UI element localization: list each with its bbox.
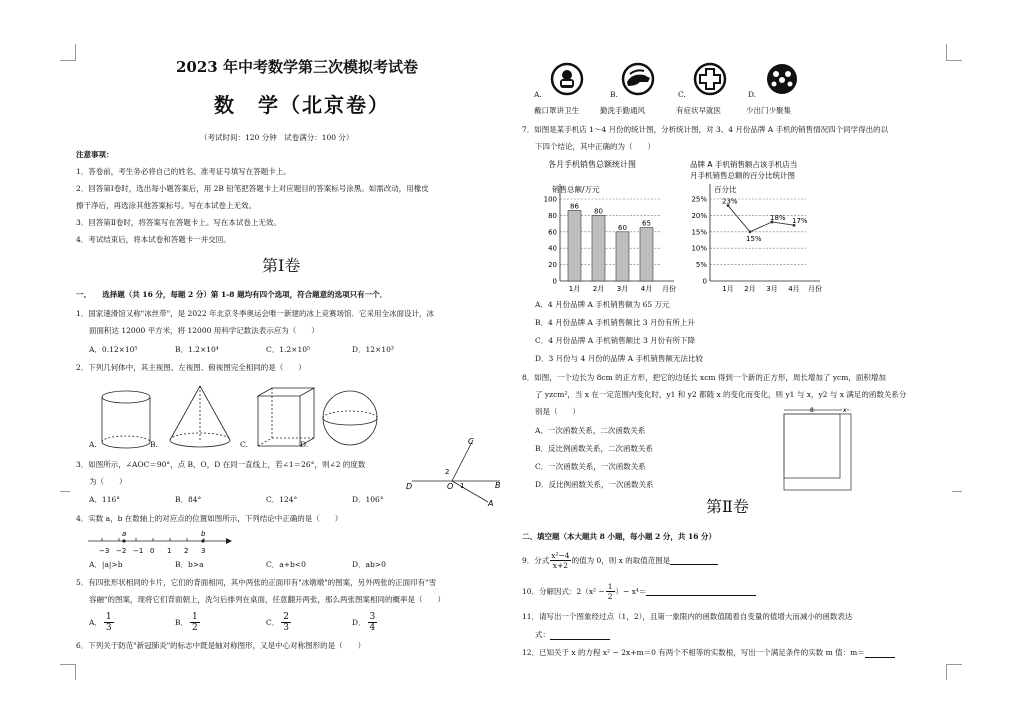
- point-value-label: 15%: [746, 234, 762, 243]
- q3-label-a: A: [488, 499, 494, 508]
- line-chart-ytick: 20%: [691, 211, 707, 220]
- q10-fraction: $\frac{1}{2}$: [607, 582, 613, 601]
- crop-mark-tl: [75, 44, 77, 60]
- sales-bar-chart: [530, 158, 685, 298]
- q9-fraction: x²−4 x+2: [551, 551, 570, 570]
- bar-chart-ytick: 40: [548, 244, 557, 253]
- line-chart-ytick: 15%: [691, 228, 707, 237]
- bar-chart-ytick: 0: [552, 277, 557, 286]
- q1-stem: 1．国家速滑馆又称"冰丝带"，是 2022 年北京冬季奥运会唯一新建的冰上竞赛场馆．它采用全冰面设计，冰: [76, 309, 435, 318]
- q5-option-c: [266, 612, 291, 633]
- q8-stem: 了 yzcm²，当 x 在一定范围内变化时，y1 和 y2 都随 x 的变化而变化，则 y1 与 x，y2 与 x 满足的函数关系分: [535, 390, 907, 399]
- q4-option-d: D．ab>0: [352, 560, 386, 569]
- bar-chart-title: 各月手机销售总额统计图: [548, 160, 636, 169]
- point-value-label: 17%: [792, 217, 808, 226]
- crop-mark-tl-h: [60, 60, 76, 62]
- q1-option-d: D．12×10³: [352, 345, 394, 354]
- q3-label-d: D: [406, 482, 413, 491]
- q10-answer-blank[interactable]: [646, 587, 756, 596]
- section-one-heading: 一、 选择题（共 16 分，每题 2 分）第 1-8 题均有四个选项，符合题意的选项只有一个．: [76, 290, 388, 299]
- crop-mark-left-mid: [60, 491, 70, 493]
- crop-mark-bl: [75, 664, 77, 680]
- q1-option-c: C．1.2×10⁵: [266, 345, 311, 354]
- q8-stem: 8．如图，一个边长为 8cm 的正方形，把它的边延长 xcm 得到一个新的正方形，周长增加了 ycm，面积增加: [522, 373, 886, 382]
- bar-chart-xtick: 3月: [616, 285, 629, 293]
- bar-value-label: 86: [570, 202, 579, 211]
- line-chart-xtick: 4月: [788, 285, 800, 293]
- q3-stem: 为（ ）: [89, 477, 127, 486]
- q9-text-post: 的值为 0，则 x 的取值范围是: [571, 556, 671, 565]
- q3-label-1: 1: [460, 482, 465, 490]
- bar: [568, 210, 581, 281]
- bar-value-label: 60: [618, 223, 627, 232]
- notes-item: 4．考试结束后，将本试卷和答题卡一并交回。: [76, 235, 231, 244]
- mask-person-icon: [552, 64, 582, 94]
- crop-mark-tr-h: [946, 60, 962, 62]
- q8-label-8: 8: [810, 407, 814, 414]
- crop-mark-br-h: [946, 664, 962, 666]
- q10-text-post: ）− x⁴＝: [615, 587, 647, 596]
- q8-option-c: C．一次函数关系，一次函数关系: [535, 462, 646, 471]
- q4-point-a: a: [122, 530, 127, 538]
- q2-option-a: A.: [89, 440, 97, 449]
- q1-option-a: A．0.12×10⁵: [89, 345, 138, 354]
- number-line-tick-label: −3: [99, 547, 110, 555]
- q9: [522, 551, 718, 570]
- q4-option-b: B．b>a: [175, 560, 204, 569]
- number-line-tick-label: 0: [150, 547, 155, 555]
- line-chart-xlabel: 月份: [808, 285, 822, 293]
- exam-meta: （考试时间：120 分钟 试卷满分：100 分）: [200, 133, 354, 142]
- bar-chart-xlabel: 月份: [662, 285, 676, 293]
- q3-label-2: 2: [445, 468, 450, 476]
- q2-option-b: B.: [150, 440, 158, 449]
- q7-option-b: B．4 月份品牌 A 手机销售额比 3 月份有所上升: [535, 318, 695, 327]
- q10: [522, 582, 756, 601]
- q1-option-b: B．1.2×10⁴: [175, 345, 219, 354]
- q3-label-c: C: [468, 437, 474, 446]
- q5-option-b-label: B．: [175, 618, 189, 627]
- q7-option-d: D．3 月份与 4 月份的品牌 A 手机销售额无法比较: [535, 354, 703, 363]
- bar-chart-ytick: 100: [543, 195, 557, 204]
- line-chart-ytick: 25%: [691, 195, 707, 204]
- q5-option-a-label: A．: [89, 618, 102, 627]
- q7-option-c: C．4 月份品牌 A 手机销售额比 3 月份有所下降: [535, 336, 696, 345]
- volume-two-heading: 第Ⅱ卷: [706, 497, 749, 516]
- q12-text: 12．已知关于 x 的方程 x² − 2x+m＝0 有两个不相等的实数根，写出一个满足条件的实数 m 值：m＝: [522, 648, 865, 657]
- q1-stem: 面面积达 12000 平方米，将 12000 用科学记数法表示应为（ ）: [89, 326, 319, 335]
- q3-stem: 3．如图所示，∠AOC＝90°，点 B，O，D 在同一直线上，若∠1＝26°，则∠2 的度数: [76, 460, 366, 469]
- q2-stem: 2．下列几何体中，其主视图、左视图、俯视图完全相同的是（ ）: [76, 363, 306, 372]
- notes-item: 1．答卷前，考生务必将自己的姓名、准考证号填写在答题卡上。: [76, 167, 291, 176]
- line-chart-xtick: 1月: [722, 285, 734, 293]
- line-chart-ylabel: 百分比: [714, 185, 737, 194]
- brand-a-percent-line-chart: [680, 158, 840, 298]
- q8-square-figure: [780, 406, 855, 492]
- q3-option-a: A．116°: [89, 495, 120, 504]
- q6-option-a: A.: [534, 90, 542, 99]
- q5-stem: 5．有四张形状相同的卡片，它们的背面相同，其中两张的正面印有"冰墩墩"的图案，另外两张的正面印有"雪: [76, 578, 437, 587]
- q2-option-c: C.: [240, 440, 248, 449]
- q2-solids-figure: [88, 380, 388, 455]
- crop-mark-tr: [946, 44, 948, 60]
- bar-value-label: 80: [594, 207, 603, 216]
- q3-option-d: D．106°: [352, 495, 384, 504]
- q7-option-a: A．4 月份品牌 A 手机销售额为 65 万元: [535, 300, 670, 309]
- notes-heading: 注意事项：: [76, 150, 114, 159]
- q3-angle-figure: [400, 436, 510, 508]
- q9-answer-blank[interactable]: [670, 556, 718, 565]
- q5-option-c-fraction: 2 3: [283, 612, 289, 633]
- q5-option-d-label: D．: [352, 618, 366, 627]
- q6-option-d: D.: [748, 90, 757, 99]
- q5-option-b-fraction: 1 2: [192, 612, 198, 633]
- q8-option-d: D．反比例函数关系，一次函数关系: [535, 480, 654, 489]
- notes-item: 2．回答第Ⅰ卷时，选出每小题答案后，用 2B 铅笔把答题卡上对应题目的答案标号涂黑。如需改动，用橡皮: [76, 184, 429, 193]
- notes-item: 3．回答第Ⅱ卷时，将答案写在答题卡上。写在本试卷上无效。: [76, 218, 281, 227]
- line-chart-xtick: 2月: [744, 285, 756, 293]
- q2-option-d: D.: [300, 440, 309, 449]
- q7-stem: 7．如图是某手机店 1～4 月份的统计图，分析统计图，对 3、4 月份品牌 A 手机的销售情况四个同学得出的以: [522, 125, 889, 134]
- bar-chart-xtick: 2月: [592, 285, 605, 293]
- bar-chart-ylabel: 销售总额/万元: [552, 185, 600, 194]
- bar-chart-xtick: 1月: [568, 285, 581, 293]
- line-chart-ytick: 10%: [691, 244, 707, 253]
- q4-option-a: A．|a|>b: [89, 560, 123, 569]
- q3-option-b: B．84°: [175, 495, 202, 504]
- number-line-tick-label: −1: [133, 547, 144, 555]
- q3-option-c: C．124°: [266, 495, 298, 504]
- number-line-tick-label: 2: [184, 547, 189, 555]
- q6-option-b: B.: [610, 90, 618, 99]
- line-chart-ytick: 5%: [695, 261, 707, 270]
- bar-chart-ytick: 60: [548, 228, 557, 237]
- q11-stem: 11．请写出一个图象经过点（1，2），且第一象限内的函数值随着自变量的值增大而减小的函数表达: [522, 612, 853, 621]
- q5-option-b: [175, 612, 200, 633]
- q3-label-o: O: [447, 482, 454, 491]
- medical-cross-icon: [695, 64, 725, 94]
- q12: [522, 647, 895, 658]
- bar-chart-ytick: 80: [548, 211, 557, 220]
- series-point: [749, 230, 752, 233]
- section-two-heading: 二、填空题（本大题共 8 小题，每小题 2 分，共 16 分）: [522, 532, 717, 541]
- q8-label-x: x: [843, 407, 847, 414]
- notes-item: 擦干净后，再选涂其他答案标号。写在本试卷上无效。: [76, 201, 256, 210]
- point-value-label: 23%: [722, 197, 738, 206]
- q6-caption-b: 勤洗手勤通风: [600, 106, 645, 115]
- q6-option-c: C.: [678, 90, 686, 99]
- line-chart-xtick: 3月: [766, 285, 778, 293]
- crop-mark-bl-h: [60, 664, 76, 666]
- q5-option-c-label: C．: [266, 618, 280, 627]
- q4-option-c: C．a+b<0: [266, 560, 306, 569]
- q5-option-d: [352, 612, 377, 633]
- line-chart-ytick: 0: [702, 277, 707, 286]
- exam-subtitle: 数 学（北京卷）: [214, 93, 390, 117]
- q8-stem: 别是（ ）: [535, 407, 580, 416]
- q8-option-b: B．反比例函数关系，二次函数关系: [535, 444, 654, 453]
- crop-mark-right-mid: [952, 491, 962, 493]
- bar: [640, 228, 653, 281]
- q6-caption-d: 少出门少聚集: [746, 106, 791, 115]
- bar: [616, 232, 629, 281]
- q11-line2: [535, 629, 610, 640]
- crowd-icon: [767, 64, 797, 94]
- hand-wash-icon: [623, 64, 653, 94]
- q10-text: 10．分解因式：2（x² −: [522, 587, 605, 596]
- q4-stem: 4．实数 a，b 在数轴上的对应点的位置如图所示，下列结论中正确的是（ ）: [76, 514, 343, 523]
- number-line-tick-label: 3: [201, 547, 206, 555]
- q6-caption-a: 戴口罩讲卫生: [534, 106, 579, 115]
- q3-label-b: B: [495, 481, 501, 490]
- q4-point-b: b: [201, 530, 206, 538]
- bar: [592, 215, 605, 281]
- volume-one-heading: 第Ⅰ卷: [262, 256, 301, 275]
- number-line-tick-label: 1: [167, 547, 172, 555]
- q11-text: 式：: [535, 630, 550, 639]
- q8-option-a: A．一次函数关系，二次函数关系: [535, 426, 646, 435]
- q5-option-d-fraction: 3 4: [369, 612, 376, 633]
- number-line-tick-label: −2: [116, 547, 127, 555]
- q5-stem: 容融"的图案，现将它们背面朝上，洗匀后排列在桌面，任意翻开两张，那么两张图案相同的概率是（ ）: [89, 595, 445, 604]
- q6-caption-c: 有症状早就医: [676, 106, 721, 115]
- crop-mark-br: [946, 664, 948, 680]
- bar-chart-xtick: 4月: [640, 285, 653, 293]
- line-chart-title: 品牌 A 手机销售额占该手机店当: [690, 160, 798, 169]
- q11-answer-blank[interactable]: [550, 631, 610, 640]
- q12-answer-blank[interactable]: [865, 649, 895, 658]
- bar-value-label: 65: [642, 219, 651, 228]
- q4-number-line: [86, 527, 236, 557]
- q7-stem: 下四个结论，其中正确的为（ ）: [535, 142, 655, 151]
- q6-stem: 6．下列关于防范"新冠肺炎"的标志中既是轴对称图形，又是中心对称图形的是（ ）: [76, 641, 366, 650]
- q6-icons-figure: [540, 62, 810, 98]
- q5-option-a-fraction: 1 3: [105, 612, 112, 633]
- q9-text: 9．分式: [522, 556, 550, 565]
- point-value-label: 18%: [770, 213, 786, 222]
- line-chart-title: 月手机销售总额的百分比统计图: [690, 171, 795, 180]
- q5-option-a: [89, 612, 114, 633]
- exam-title: 2023 年中考数学第三次模拟考试卷: [176, 58, 418, 76]
- bar-chart-ytick: 20: [548, 261, 557, 270]
